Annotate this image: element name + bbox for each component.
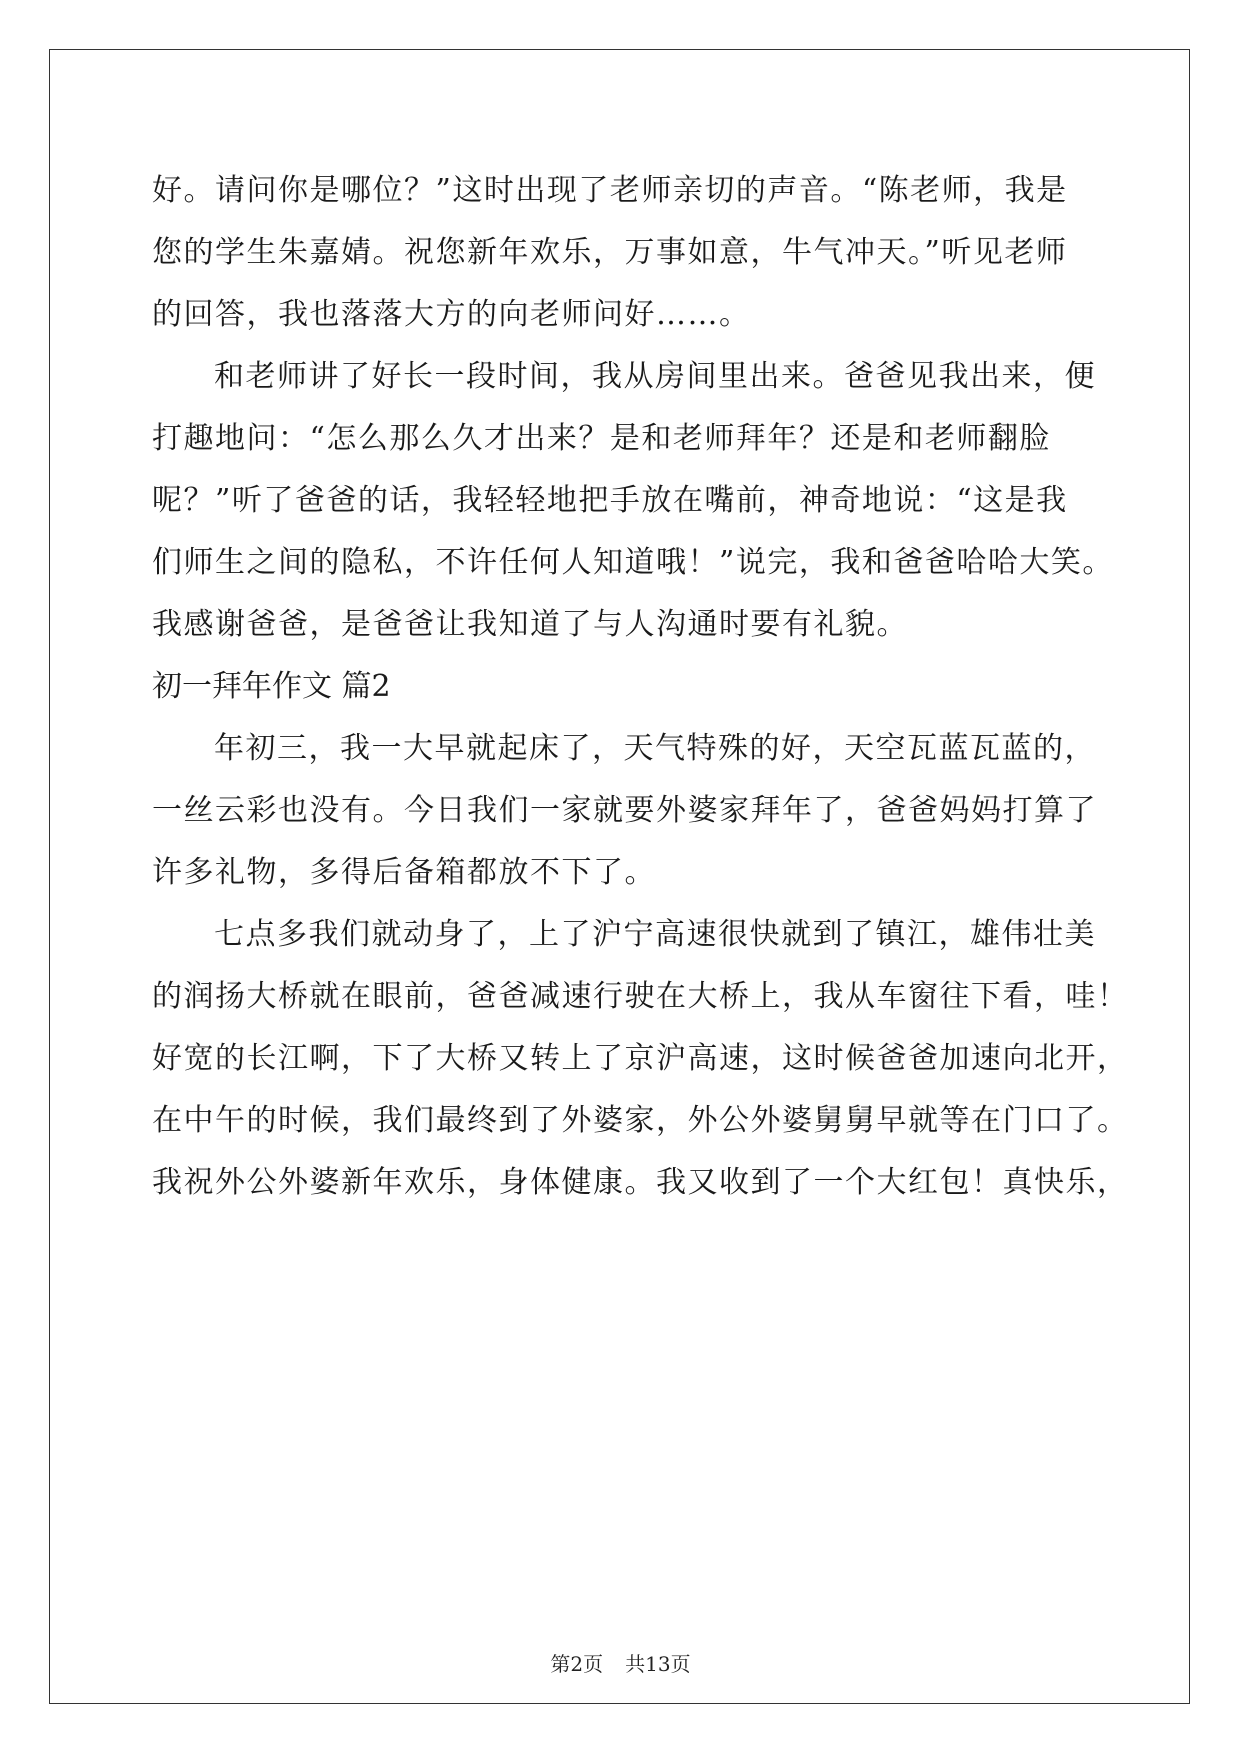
text-line: 我祝外公外婆新年欢乐，身体健康。我又收到了一个大红包！真快乐， bbox=[152, 1165, 1129, 1200]
paragraph-start-line: 年初三，我一大早就起床了，天气特殊的好，天空瓦蓝瓦蓝的， bbox=[214, 731, 1096, 766]
text-line: 一丝云彩也没有。今日我们一家就要外婆家拜年了，爸爸妈妈打算了 bbox=[152, 793, 1097, 828]
text-line: 许多礼物，多得后备箱都放不下了。 bbox=[152, 855, 656, 890]
text-line: 们师生之间的隐私，不许任何人知道哦！”说完，我和爸爸哈哈大笑。 bbox=[152, 545, 1114, 580]
section-heading: 初一拜年作文 篇2 bbox=[152, 669, 391, 704]
text-line: 呢？”听了爸爸的话，我轻轻地把手放在嘴前，神奇地说：“这是我 bbox=[152, 483, 1068, 518]
paragraph-start-line: 和老师讲了好长一段时间，我从房间里出来。爸爸见我出来，便 bbox=[214, 359, 1096, 394]
text-line: 的回答，我也落落大方的向老师问好……。 bbox=[152, 297, 751, 332]
text-line: 在中午的时候，我们最终到了外婆家，外公外婆舅舅早就等在门口了。 bbox=[152, 1103, 1129, 1138]
text-line: 的润扬大桥就在眼前，爸爸减速行驶在大桥上，我从车窗往下看，哇！ bbox=[152, 979, 1129, 1014]
page-footer bbox=[0, 1648, 1241, 1677]
text-line: 您的学生朱嘉婧。祝您新年欢乐，万事如意，牛气冲天。”听见老师 bbox=[152, 235, 1068, 270]
page-number: 第2页 bbox=[550, 1652, 604, 1676]
text-line: 打趣地问：“怎么那么久才出来？是和老师拜年？还是和老师翻脸 bbox=[152, 421, 1051, 456]
total-pages: 共13页 bbox=[625, 1652, 691, 1676]
text-line: 好宽的长江啊，下了大桥又转上了京沪高速，这时候爸爸加速向北开， bbox=[152, 1041, 1129, 1076]
document-body bbox=[152, 160, 1129, 1214]
text-line: 我感谢爸爸，是爸爸让我知道了与人沟通时要有礼貌。 bbox=[152, 607, 908, 642]
paragraph-start-line: 七点多我们就动身了，上了沪宁高速很快就到了镇江，雄伟壮美 bbox=[214, 917, 1096, 952]
text-line: 好。请问你是哪位？”这时出现了老师亲切的声音。“陈老师，我是 bbox=[152, 173, 1068, 208]
